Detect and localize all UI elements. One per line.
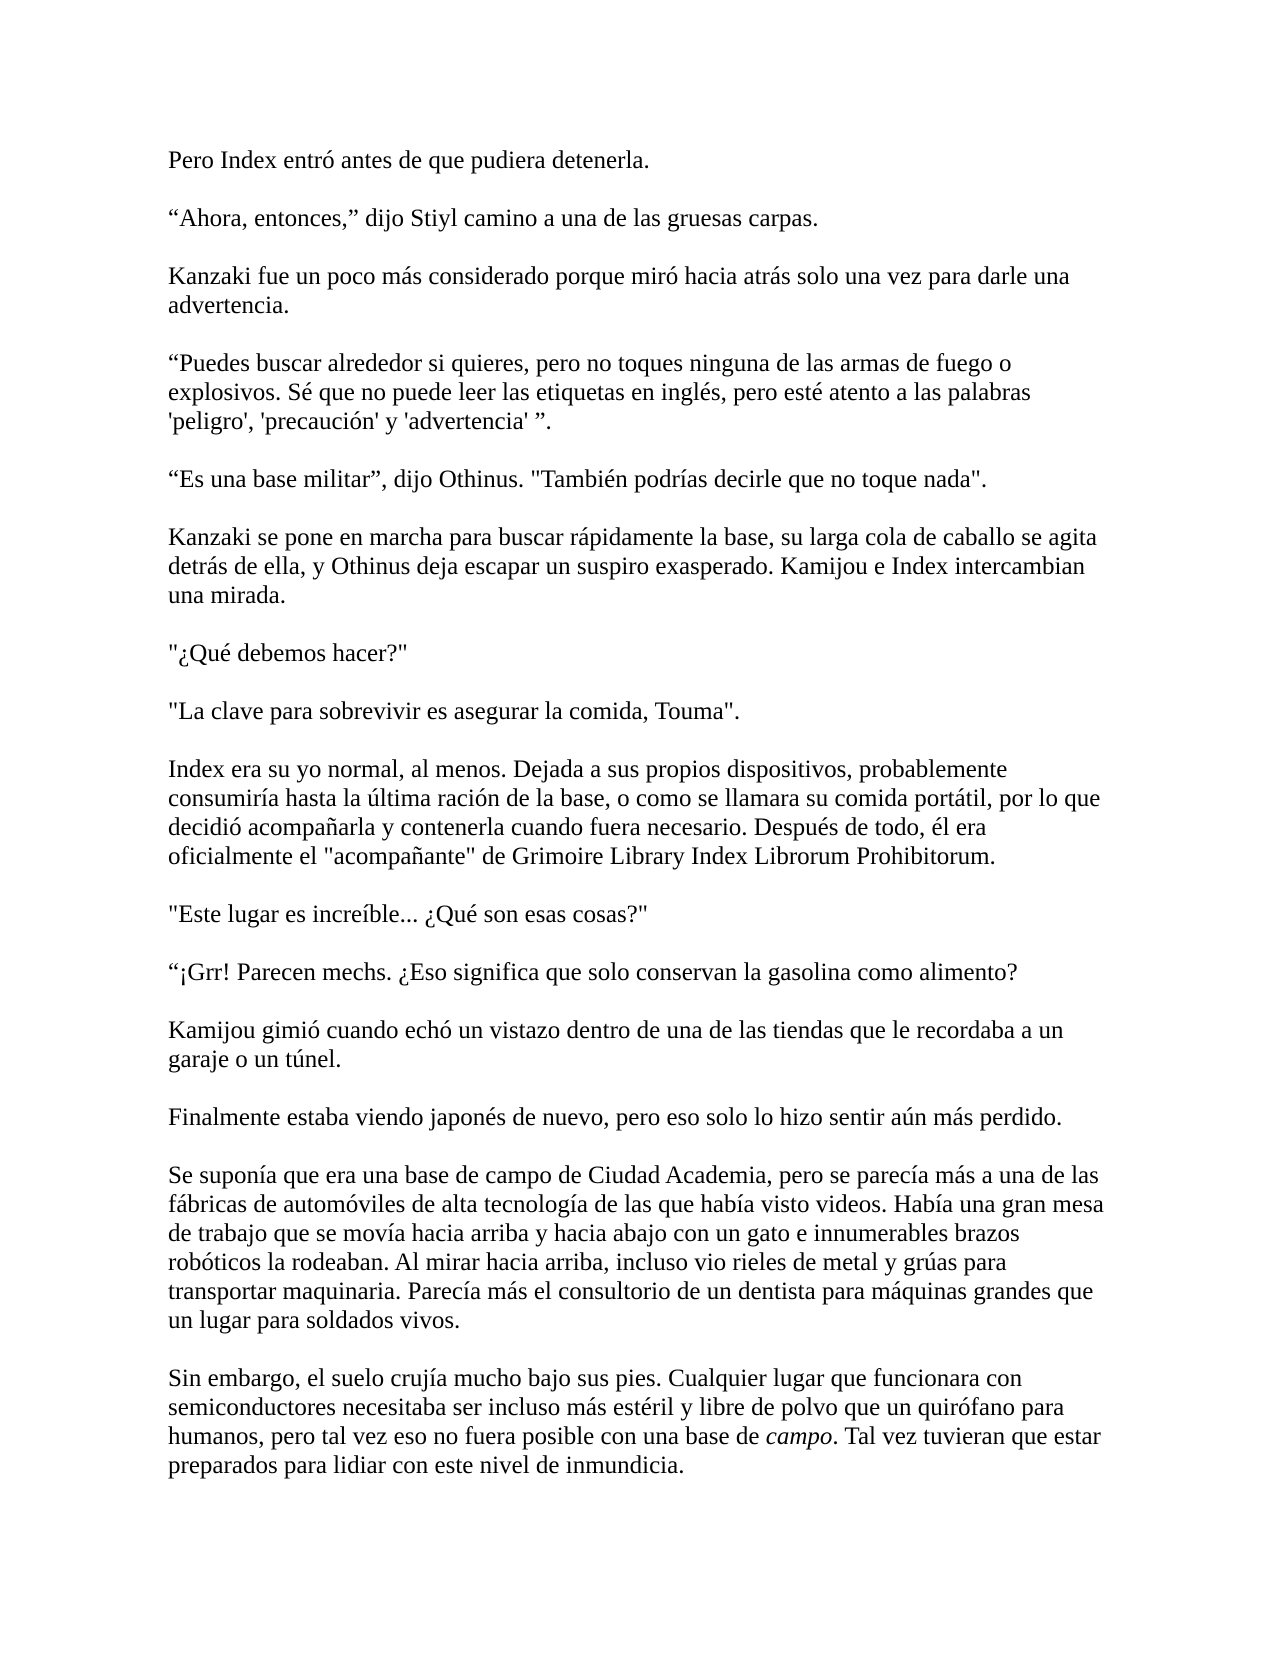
- paragraph-15: [168, 1364, 1114, 1480]
- paragraph-text: "La clave para sobrevivir es asegurar la comida, Touma".: [168, 698, 741, 725]
- document-text-block: [168, 146, 1114, 1509]
- paragraph-14: [168, 1161, 1114, 1335]
- paragraph-text: "Este lugar es increíble... ¿Qué son esas cosas?": [168, 901, 648, 928]
- paragraph-text: Kamijou gimió cuando echó un vistazo dentro de una de las tiendas que le recordaba a un garaje o un túnel.: [168, 1017, 1064, 1073]
- paragraph-text: Finalmente estaba viendo japonés de nuevo, pero eso solo lo hizo sentir aún más perdido.: [168, 1104, 1063, 1131]
- paragraph-9: [168, 755, 1114, 871]
- paragraph-7: [168, 639, 1114, 668]
- paragraph-text: Sin embargo, el suelo crujía mucho bajo sus pies. Cualquier lugar que funcionara con semiconductores necesitaba ser incluso más estéril y libre de polvo que un quirófano para humanos, pero tal vez eso no fuera posible con una base de: [168, 1365, 1065, 1450]
- paragraph-11: [168, 958, 1114, 987]
- paragraph-text: Kanzaki se pone en marcha para buscar rápidamente la base, su larga cola de caballo se agita detrás de ella, y Othinus deja escapar un suspiro exasperado. Kamijou e Index intercambian una mirada.: [168, 524, 1097, 609]
- paragraph-1: [168, 146, 1114, 175]
- paragraph-text: “Ahora, entonces,” dijo Stiyl camino a una de las gruesas carpas.: [168, 205, 819, 232]
- paragraph-12: [168, 1016, 1114, 1074]
- paragraph-text: “Puedes buscar alrededor si quieres, pero no toques ninguna de las armas de fuego o explosivos. Sé que no puede leer las etiquetas en inglés, pero esté atento a las palabras 'peligro', 'precaución' y 'advertencia' ”.: [168, 350, 1031, 435]
- paragraph-5: [168, 465, 1114, 494]
- paragraph-text: Se suponía que era una base de campo de Ciudad Academia, pero se parecía más a una de las fábricas de automóviles de alta tecnología de las que había visto videos. Había una gran mesa de trabajo que se movía hacia arriba y hacia abajo con un gato e innumerables brazos robóticos la rodeaban. Al mirar hacia arriba, incluso vio rieles de metal y grúas para transportar maquinaria. Parecía más el consultorio de un dentista para máquinas grandes que un lugar para soldados vivos.: [168, 1162, 1104, 1334]
- paragraph-2: [168, 204, 1114, 233]
- paragraph-8: [168, 697, 1114, 726]
- paragraph-10: [168, 900, 1114, 929]
- paragraph-13: [168, 1103, 1114, 1132]
- paragraph-text: Kanzaki fue un poco más considerado porque miró hacia atrás solo una vez para darle una advertencia.: [168, 263, 1070, 319]
- paragraph-text: “Es una base militar”, dijo Othinus. "También podrías decirle que no toque nada".: [168, 466, 988, 493]
- paragraph-3: [168, 262, 1114, 320]
- paragraph-6: [168, 523, 1114, 610]
- paragraph-text: Index era su yo normal, al menos. Dejada a sus propios dispositivos, probablemente consumiría hasta la última ración de la base, o como se llamara su comida portátil, por lo que decidió acompañarla y contenerla cuando fuera necesario. Después de todo, él era oficialmente el "acompañante" de Grimoire Library Index Librorum Prohibitorum.: [168, 756, 1101, 870]
- paragraph-text: “¡Grr! Parecen mechs. ¿Eso significa que solo conservan la gasolina como alimento?: [168, 959, 1018, 986]
- paragraph-text: . Tal vez tuvieran que estar preparados para lidiar con este nivel de inmundicia.: [168, 1423, 1101, 1479]
- paragraph-text: Pero Index entró antes de que pudiera detenerla.: [168, 147, 650, 174]
- paragraph-4: [168, 349, 1114, 436]
- paragraph-text: "¿Qué debemos hacer?": [168, 640, 408, 667]
- paragraph-text-italic: campo: [765, 1423, 833, 1450]
